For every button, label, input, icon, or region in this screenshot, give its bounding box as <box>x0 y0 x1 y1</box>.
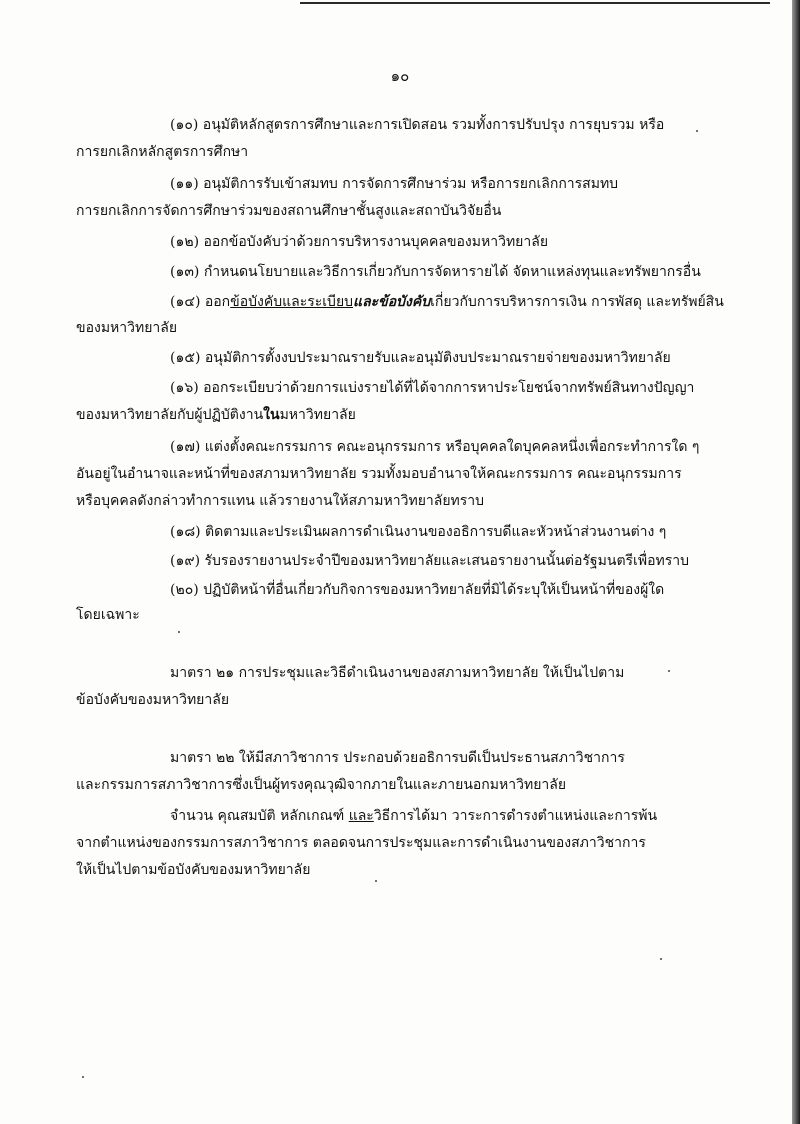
scan-speck <box>82 1076 84 1078</box>
section-22-underlined: และ <box>348 808 374 824</box>
clause-10-line-1: (๑๐) อนุมัติหลักสูตรการศึกษาและการเปิดสอน รวมทั้งการปรับปรุง การยุบรวม หรือ <box>170 117 665 133</box>
clause-16-lead: ของมหาวิทยาลัยกับผู้ปฏิบัติงาน <box>76 407 264 423</box>
clause-14-line-2: ของมหาวิทยาลัย <box>76 320 178 336</box>
scan-speck <box>375 880 377 882</box>
clause-20-line-1: (๒๐) ปฏิบัติหน้าที่อื่นเกี่ยวกับกิจการของมหาวิทยาลัยที่มิได้ระบุให้เป็นหน้าที่ของผู้ใด <box>170 582 665 598</box>
clause-11-line-1: (๑๑) อนุมัติการรับเข้าสมทบ การจัดการศึกษาร่วม หรือการยกเลิกการสมทบ <box>170 176 619 192</box>
clause-11-line-2: การยกเลิกการจัดการศึกษาร่วมของสถานศึกษาชั้นสูงและสถาบันวิจัยอื่น <box>76 203 502 219</box>
section-21-line-2: ข้อบังคับของมหาวิทยาลัย <box>76 692 230 708</box>
scan-speck <box>668 670 670 672</box>
clause-16-bold: ใน <box>263 407 280 423</box>
scan-right-edge <box>792 0 800 1124</box>
section-22-rest: วิธีการได้มา วาระการดำรงตำแหน่งและการพ้น <box>373 808 658 824</box>
scan-speck <box>696 130 698 132</box>
section-22-line-4: จากตำแหน่งของกรรมการสภาวิชาการ ตลอดจนการประชุมและการดำเนินงานของสภาวิชาการ <box>76 835 646 851</box>
clause-16-line-1: (๑๖) ออกระเบียบว่าด้วยการแบ่งรายได้ที่ได้จากการหาประโยชน์จากทรัพย์สินทางปัญญา <box>170 380 695 396</box>
section-22-lead: จำนวน คุณสมบัติ หลักเกณฑ์ <box>170 808 349 824</box>
scan-speck <box>178 631 180 633</box>
clause-15: (๑๕) อนุมัติการตั้งงบประมาณรายรับและอนุมัติงบประมาณรายจ่ายของมหาวิทยาลัย <box>170 350 671 366</box>
clause-13: (๑๓) กำหนดนโยบายและวิธีการเกี่ยวกับการจัดหารายได้ จัดหาแหล่งทุนและทรัพยากรอื่น <box>170 264 701 280</box>
clause-20-line-2: โดยเฉพาะ <box>76 607 140 623</box>
scan-top-rule <box>300 2 770 4</box>
clause-19: (๑๙) รับรองรายงานประจำปีของมหาวิทยาลัยและเสนอรายงานนั้นต่อรัฐมนตรีเพื่อทราบ <box>170 553 689 569</box>
clause-14-lead: (๑๔) ออก <box>170 294 231 310</box>
clause-18: (๑๘) ติดตามและประเมินผลการดำเนินงานของอธิการบดีและหัวหน้าส่วนงานต่าง ๆ <box>170 524 667 540</box>
clause-17-line-2: อันอยู่ในอำนาจและหน้าที่ของสภามหาวิทยาลัย รวมทั้งมอบอำนาจให้คณะกรรมการ คณะอนุกรรมการ <box>76 466 682 482</box>
clause-16-rest: มหาวิทยาลัย <box>279 407 356 423</box>
section-22-line-3 <box>170 806 657 826</box>
section-22-line-2: และกรรมการสภาวิชาการซึ่งเป็นผู้ทรงคุณวุฒิจากภายในและภายนอกมหาวิทยาลัย <box>76 777 567 793</box>
clause-17-line-1: (๑๗) แต่งตั้งคณะกรรมการ คณะอนุกรรมการ หรือบุคคลใดบุคคลหนึ่งเพื่อกระทำการใด ๆ <box>170 439 700 455</box>
section-22-line-1: มาตรา ๒๒ ให้มีสภาวิชาการ ประกอบด้วยอธิการบดีเป็นประธานสภาวิชาการ <box>170 750 625 766</box>
clause-16-line-2 <box>76 405 356 425</box>
clause-12: (๑๒) ออกข้อบังคับว่าด้วยการบริหารงานบุคคลของมหาวิทยาลัย <box>170 234 549 250</box>
scan-speck <box>660 958 662 960</box>
section-21-line-1: มาตรา ๒๑ การประชุมและวิธีดำเนินงานของสภามหาวิทยาลัย ให้เป็นไปตาม <box>170 665 625 681</box>
clause-14-underlined: ข้อบังคับและระเบียบ <box>230 294 354 310</box>
page-number: ๑๐ <box>390 67 410 85</box>
section-22-line-5: ให้เป็นไปตามข้อบังคับของมหาวิทยาลัย <box>76 862 311 878</box>
clause-14-line-1 <box>170 292 724 312</box>
clause-14-rest: เกี่ยวกับการบริหารการเงิน การพัสดุ และทรัพย์สิน <box>430 294 724 310</box>
clause-10-line-2: การยกเลิกหลักสูตรการศึกษา <box>76 144 249 160</box>
clause-14-bold-italic: และข้อบังคับ <box>353 294 431 310</box>
clause-17-line-3: หรือบุคคลดังกล่าวทำการแทน แล้วรายงานให้สภามหาวิทยาลัยทราบ <box>76 493 485 509</box>
